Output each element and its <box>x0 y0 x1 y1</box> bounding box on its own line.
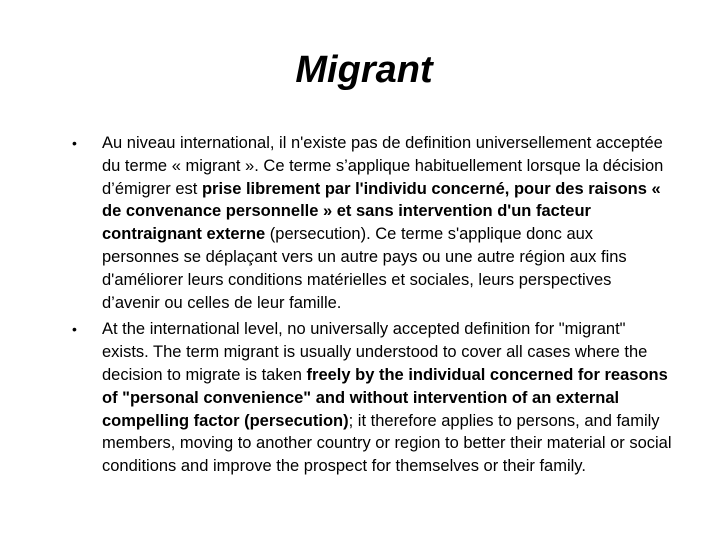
bullet-text-emphasis: prise librement par l'individu concerné, pour des raisons « de convenance personnelle » et sans intervention d'un facteur contraignant externe <box>102 179 661 244</box>
bullet-text <box>102 320 672 475</box>
bullet-list <box>72 132 672 482</box>
bullet-text-segment: ; it therefore applies to persons, and family members, moving to another country or region to better their material or social conditions and improve the prospect for themselves or their family. <box>102 411 672 476</box>
bullet-text-segment: Au niveau international, il n'existe pas de definition universellement acceptée du terme « migrant ». Ce terme s’applique habituellement lorsque la décision d’émigrer est <box>102 134 664 198</box>
bullet-item <box>72 132 672 314</box>
bullet-item <box>72 318 672 478</box>
bullet-text-segment: (persecution). Ce terme s'applique donc aux personnes se déplaçant vers un autre pays ou une autre région aux fins d'améliorer leurs conditions matérielles et sociales, leurs perspectives d’avenir ou celles de leur famille. <box>102 225 627 312</box>
bullet-icon: • <box>72 321 77 338</box>
bullet-icon: • <box>72 135 77 151</box>
slide-title: Migrant <box>295 49 433 91</box>
bullet-text <box>102 134 663 312</box>
bullet-text-emphasis: freely by the individual concerned for reasons of "personal convenience" and without intervention of an external compelling factor (persecution) <box>102 365 668 430</box>
bullet-text-segment: At the international level, no universally accepted definition for "migrant" exists. The term migrant is usually understood to cover all cases where the decision to migrate is taken <box>102 320 648 384</box>
